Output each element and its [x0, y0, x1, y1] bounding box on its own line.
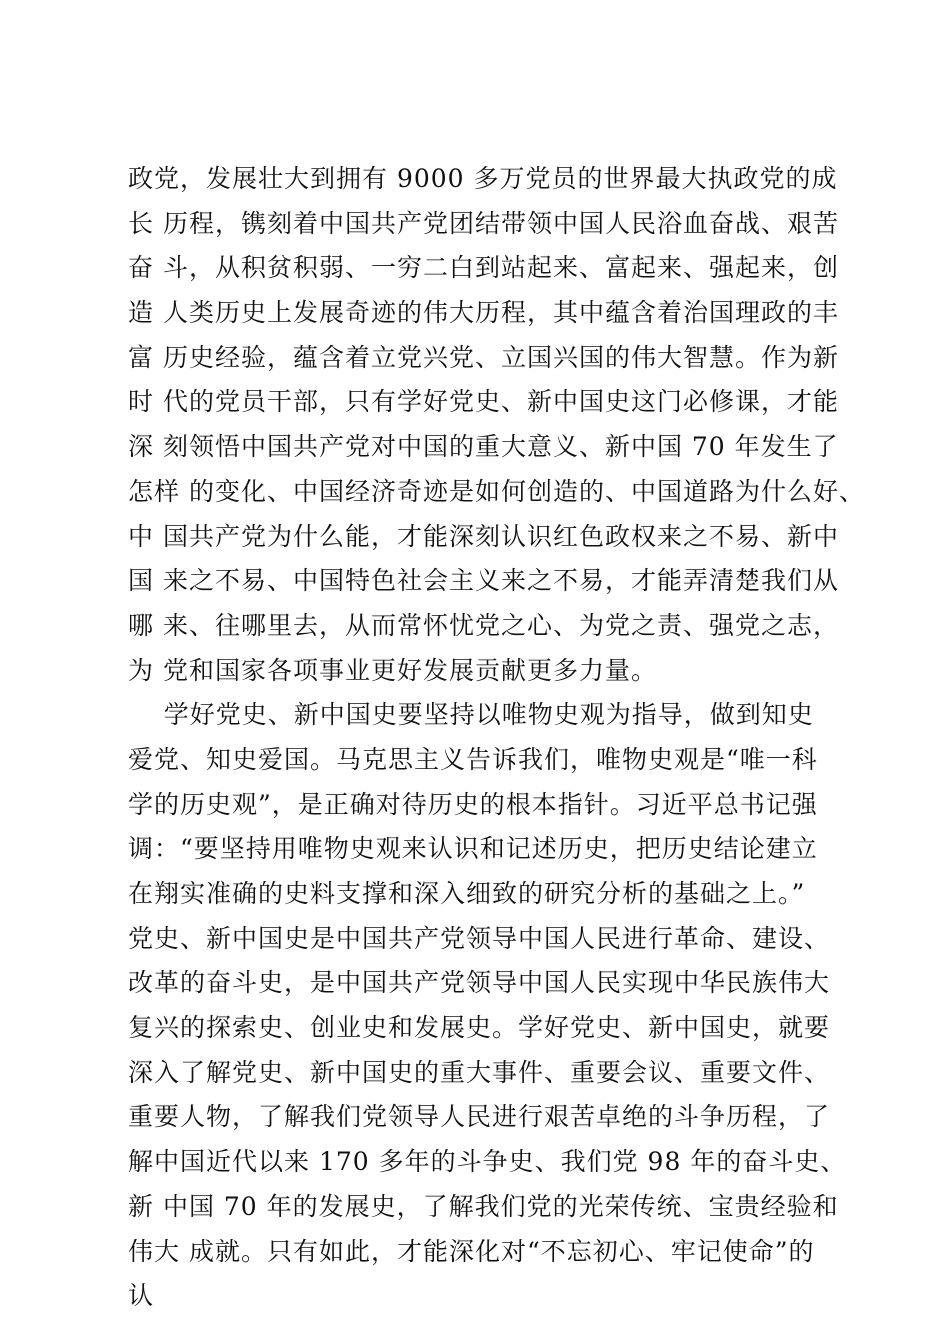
- text-line: 解中国近代以来 170 多年的斗争史、我们党 98 年的奋斗史、: [128, 1147, 847, 1177]
- text-line: 国 来之不易、中国特色社会主义来之不易，才能弄清楚我们从: [128, 566, 839, 596]
- text-line: 中 国共产党为什么能，才能深刻认识红色政权来之不易、新中: [128, 521, 839, 551]
- text-line: 学好党史、新中国史要坚持以唯物史观为指导，做到知史: [128, 700, 814, 730]
- text-line: 在翔实准确的史料支撑和深入细致的研究分析的基础之上。”: [128, 879, 806, 908]
- text-line: 伟大 成就。只有如此，才能深化对“不忘初心、牢记使命”的: [128, 1236, 815, 1266]
- text-line: 爱党、知史爱国。马克思主义告诉我们，唯物史观是“唯一科: [128, 744, 818, 774]
- text-line: 改革的奋斗史，是中国共产党领导中国人民实现中华民族伟大: [128, 968, 831, 998]
- text-line: 复兴的探索史、创业史和发展史。学好党史、新中国史，就要: [128, 1013, 831, 1043]
- text-line: 为 党和国家各项事业更好发展贡献更多力量。: [128, 655, 657, 685]
- text-line: 党史、新中国史是中国共产党领导中国人民进行革命、建设、: [128, 923, 831, 953]
- text-line: 造 人类历史上发展奇迹的伟大历程，其中蕴含着治国理政的丰: [128, 298, 839, 328]
- text-line: 认: [128, 1281, 155, 1311]
- text-line: 时 代的党员干部，只有学好党史、新中国史这门必修课，才能: [128, 387, 839, 417]
- text-line: 深 刻领悟中国共产党对中国的重大意义、新中国 70 年发生了: [128, 432, 839, 462]
- text-line: 调：“要坚持用唯物史观来认识和记述历史，把历史结论建立: [128, 834, 818, 864]
- text-line: 政党，发展壮大到拥有 9000 多万党员的世界最大执政党的成: [128, 164, 838, 193]
- text-line: 哪 来、往哪里去，从而常怀忧党之心、为党之责、强党之志，: [128, 610, 839, 640]
- text-line: 重要人物，了解我们党领导人民进行艰苦卓绝的斗争历程，了: [128, 1102, 831, 1132]
- text-line: 长 历程，镌刻着中国共产党团结带领中国人民浴血奋战、艰苦: [128, 208, 839, 238]
- text-line: 富 历史经验，蕴含着立党兴党、立国兴国的伟大智慧。作为新: [128, 342, 839, 372]
- body-text: [128, 157, 865, 1319]
- text-line: 怎样 的变化、中国经济奇迹是如何创造的、中国道路为什么好、: [128, 476, 865, 506]
- text-line: 奋 斗，从积贫积弱、一穷二白到站起来、富起来、强起来，创: [128, 253, 839, 283]
- text-line: 学的历史观”，是正确对待历史的根本指针。习近平总书记强: [128, 789, 818, 819]
- text-line: 深入了解党史、新中国史的重大事件、重要会议、重要文件、: [128, 1057, 831, 1087]
- text-line: 新 中国 70 年的发展史，了解我们党的光荣传统、宝贵经验和: [128, 1191, 839, 1221]
